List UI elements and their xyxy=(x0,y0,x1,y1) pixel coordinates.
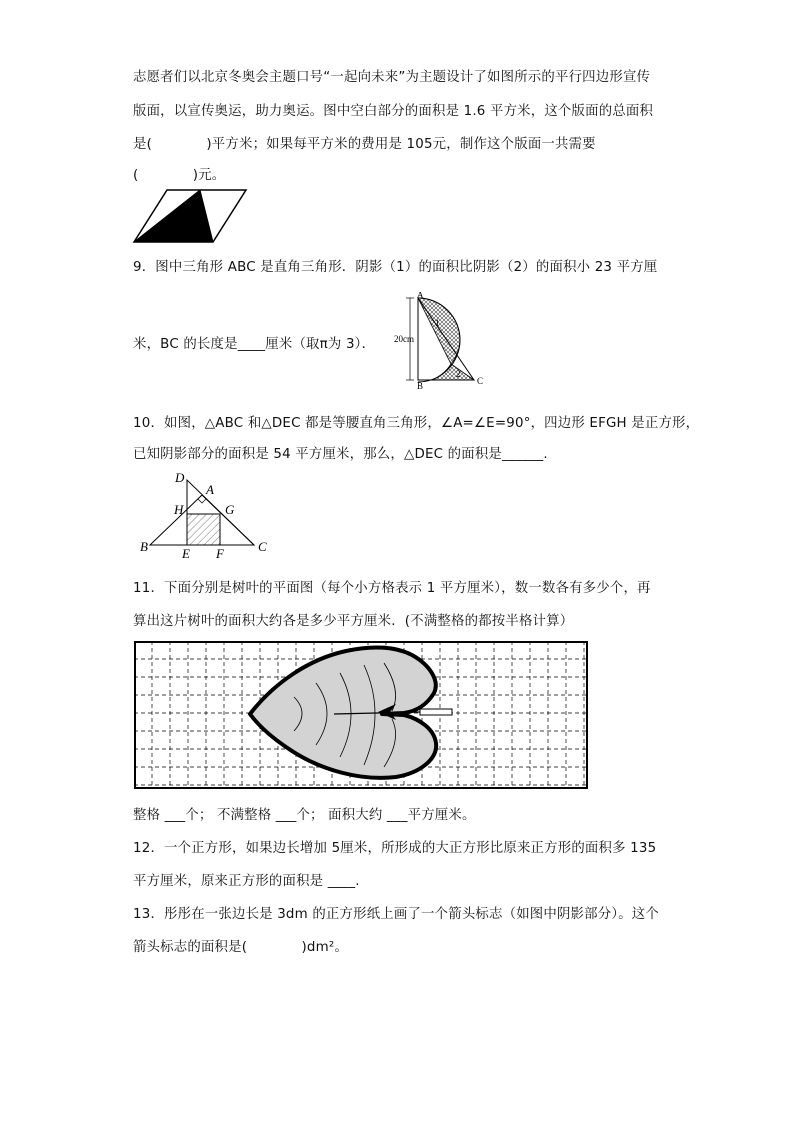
q13-text-line1: 13．彤彤在一张边长是 3dm 的正方形纸上画了一个箭头标志（如图中阴影部分）。这个 xyxy=(133,907,659,922)
leaf-stem xyxy=(420,709,452,715)
q10-text-line2: 已知阴影部分的面积是 54 平方厘米，那么，△DEC 的面积是______. xyxy=(133,447,548,462)
q11-leaf-grid-figure xyxy=(134,641,588,789)
q9-point-c: C xyxy=(477,376,484,386)
q8-text-line4: ( )元。 xyxy=(133,168,226,183)
q10-point-h: H xyxy=(174,502,184,517)
q9-length-label: 20cm xyxy=(394,334,414,344)
q9-point-a: A xyxy=(417,292,424,300)
q8-text-line3: 是( )平方米；如果每平方米的费用是 105元，制作这个版面一共需要 xyxy=(133,137,596,152)
q10-point-f: F xyxy=(216,546,224,558)
q9-text-line1: 9．图中三角形 ABC 是直角三角形．阴影（1）的面积比阴影（2）的面积小 23 平方厘 xyxy=(133,260,658,275)
q13-text-line2: 箭头标志的面积是( )dm²。 xyxy=(133,940,349,955)
q11-text-line2: 算出这片树叶的面积大约各是多少平方厘米．(不满整格的都按半格计算） xyxy=(133,614,574,629)
q12-text-line1: 12．一个正方形，如果边长增加 5厘米，所形成的大正方形比原来正方形的面积多 135 xyxy=(133,841,657,856)
q9-region-2-label: 2 xyxy=(456,369,461,379)
q9-region-1-label: 1 xyxy=(435,318,440,328)
q10-point-e: E xyxy=(182,546,190,558)
q9-text-line2: 米，BC 的长度是____厘米（取π为 3）． xyxy=(133,337,376,352)
q8-text-line2: 版面，以宣传奥运，助力奥运。图中空白部分的面积是 1.6 平方米，这个版面的总面积 xyxy=(133,104,654,119)
q9-semicircle-figure xyxy=(388,292,488,392)
q11-answer-line: 整格 ___个； 不满整格 ___个； 面积大约 ___平方厘米。 xyxy=(133,808,476,823)
q10-point-d: D xyxy=(175,470,185,485)
q10-point-c: C xyxy=(258,539,267,554)
q11-text-line1: 11．下面分别是树叶的平面图（每个小方格表示 1 平方厘米），数一数各有多少个，再 xyxy=(133,581,651,596)
q10-point-b: B xyxy=(140,539,148,554)
q10-point-a: A xyxy=(206,482,214,497)
q8-text-line1: 志愿者们以北京冬奥会主题口号“一起向未来”为主题设计了如图所示的平行四边形宣传 xyxy=(133,70,651,85)
q12-text-line2: 平方厘米，原来正方形的面积是 ____. xyxy=(133,874,360,889)
q10-text-line1: 10．如图，△ABC 和△DEC 都是等腰直角三角形，∠A=∠E=90°，四边形 EFGH 是正方形， xyxy=(133,416,700,431)
q10-triangles-figure xyxy=(136,464,276,558)
q10-point-g: G xyxy=(225,502,235,517)
q9-point-b: B xyxy=(417,381,424,391)
q8-parallelogram-figure xyxy=(132,188,248,244)
